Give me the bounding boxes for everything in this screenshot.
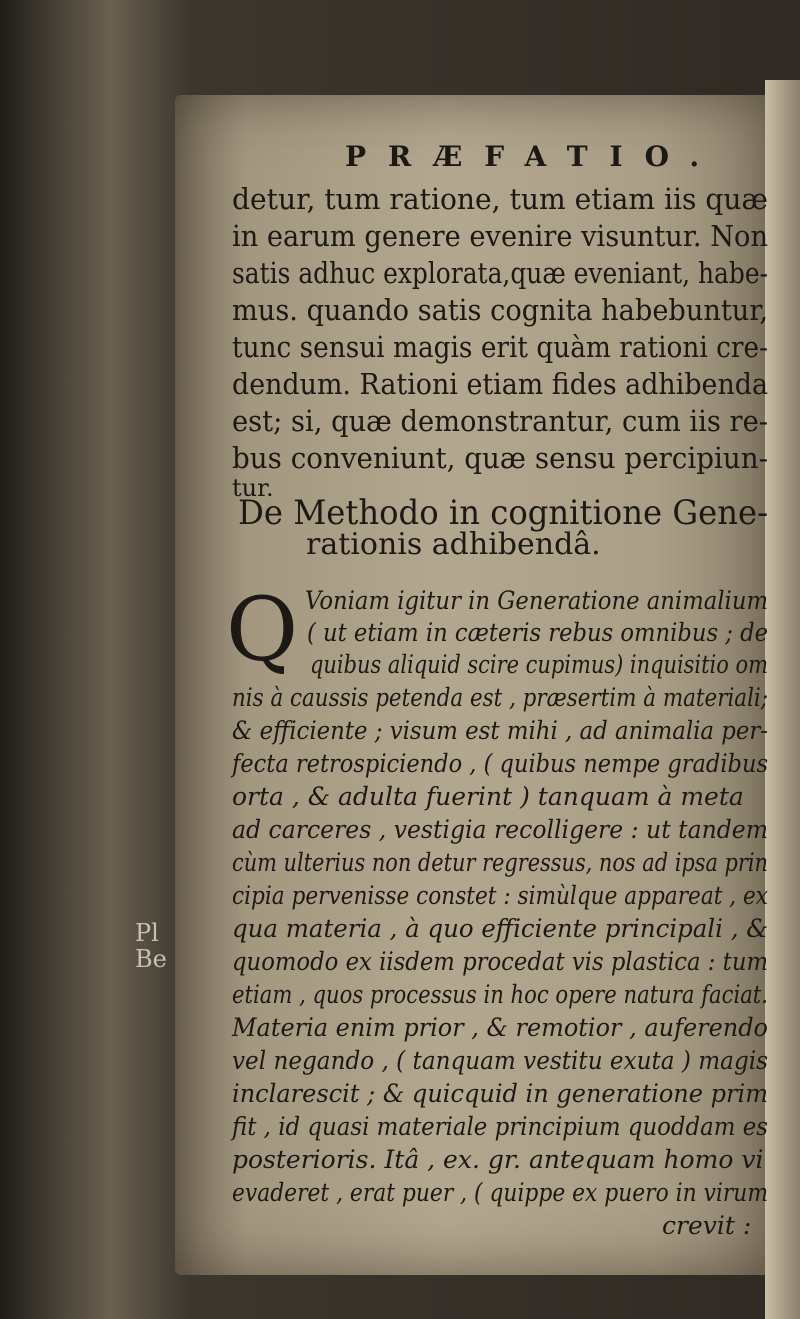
italic-line: etiam , quos processus in hoc opere natura faciat.	[232, 980, 769, 1009]
drop-cap: Q	[226, 578, 299, 681]
section-title: De Methodo in cognitione Gene-	[238, 493, 769, 533]
text-line: satis adhuc explorata,quæ eveniant, habe-	[232, 256, 769, 290]
italic-line: orta , & adulta fuerint ) tanquam à meta	[232, 782, 744, 811]
facing-page-edge-text	[135, 920, 167, 972]
text-line: mus. quando satis cognita habebuntur,	[232, 293, 769, 327]
page-edge	[765, 80, 800, 1319]
italic-line: & efficiente ; visum est mihi , ad animalia per-	[232, 716, 769, 745]
italic-line: Voniam igitur in Generatione animalium	[305, 586, 769, 615]
text-line: tunc sensui magis erit quàm rationi cre-	[232, 330, 768, 364]
section-subtitle: rationis adhibendâ.	[306, 527, 601, 562]
italic-line: posterioris. Itâ , ex. gr. antequam homo vi	[232, 1145, 764, 1174]
italic-line: fit , id quasi materiale principium quoddam es	[232, 1112, 768, 1141]
italic-line: ad carceres , vestigia recolligere : ut tandem	[232, 815, 769, 844]
text-line: in earum genere evenire visuntur. Non	[232, 219, 768, 253]
italic-line: qua materia , à quo efficiente principali , &	[232, 914, 768, 943]
edge-letter: Be	[135, 945, 167, 973]
text-line: bus conveniunt, quæ sensu percipiun-	[232, 441, 769, 475]
text-line: dendum. Rationi etiam fides adhibenda	[232, 367, 768, 401]
italic-line: Materia enim prior , & remotior , auferendo	[232, 1013, 768, 1042]
italic-line: vel negando , ( tanquam vestitu exuta ) magis	[232, 1046, 768, 1075]
italic-line: crevit :	[662, 1211, 752, 1240]
italic-line: inclarescit ; & quicquid in generatione prim	[232, 1079, 769, 1108]
italic-line: nis à caussis petenda est , præsertim à materiali;	[232, 683, 768, 712]
italic-line: cipia pervenisse constet : simùlque appareat , ex	[232, 881, 768, 910]
italic-line: quomodo ex iisdem procedat vis plastica : tum	[232, 947, 769, 976]
italic-line: fecta retrospiciendo , ( quibus nempe gradibus	[232, 749, 769, 778]
italic-line: cùm ulterius non detur regressus, nos ad ipsa prin	[232, 848, 768, 877]
italic-line: quibus aliquid scire cupimus) inquisitio om	[310, 650, 768, 679]
text-line: tur.	[232, 474, 274, 502]
running-head: PRÆFATIO.	[345, 140, 722, 173]
italic-line: ( ut etiam in cæteris rebus omnibus ; de	[307, 618, 768, 647]
text-line: detur, tum ratione, tum etiam iis quæ	[232, 182, 768, 216]
edge-letter: Pl	[135, 919, 159, 947]
italic-line: evaderet , erat puer , ( quippe ex puero in virum	[232, 1178, 769, 1207]
text-line: est; si, quæ demonstrantur, cum iis re-	[232, 404, 768, 438]
